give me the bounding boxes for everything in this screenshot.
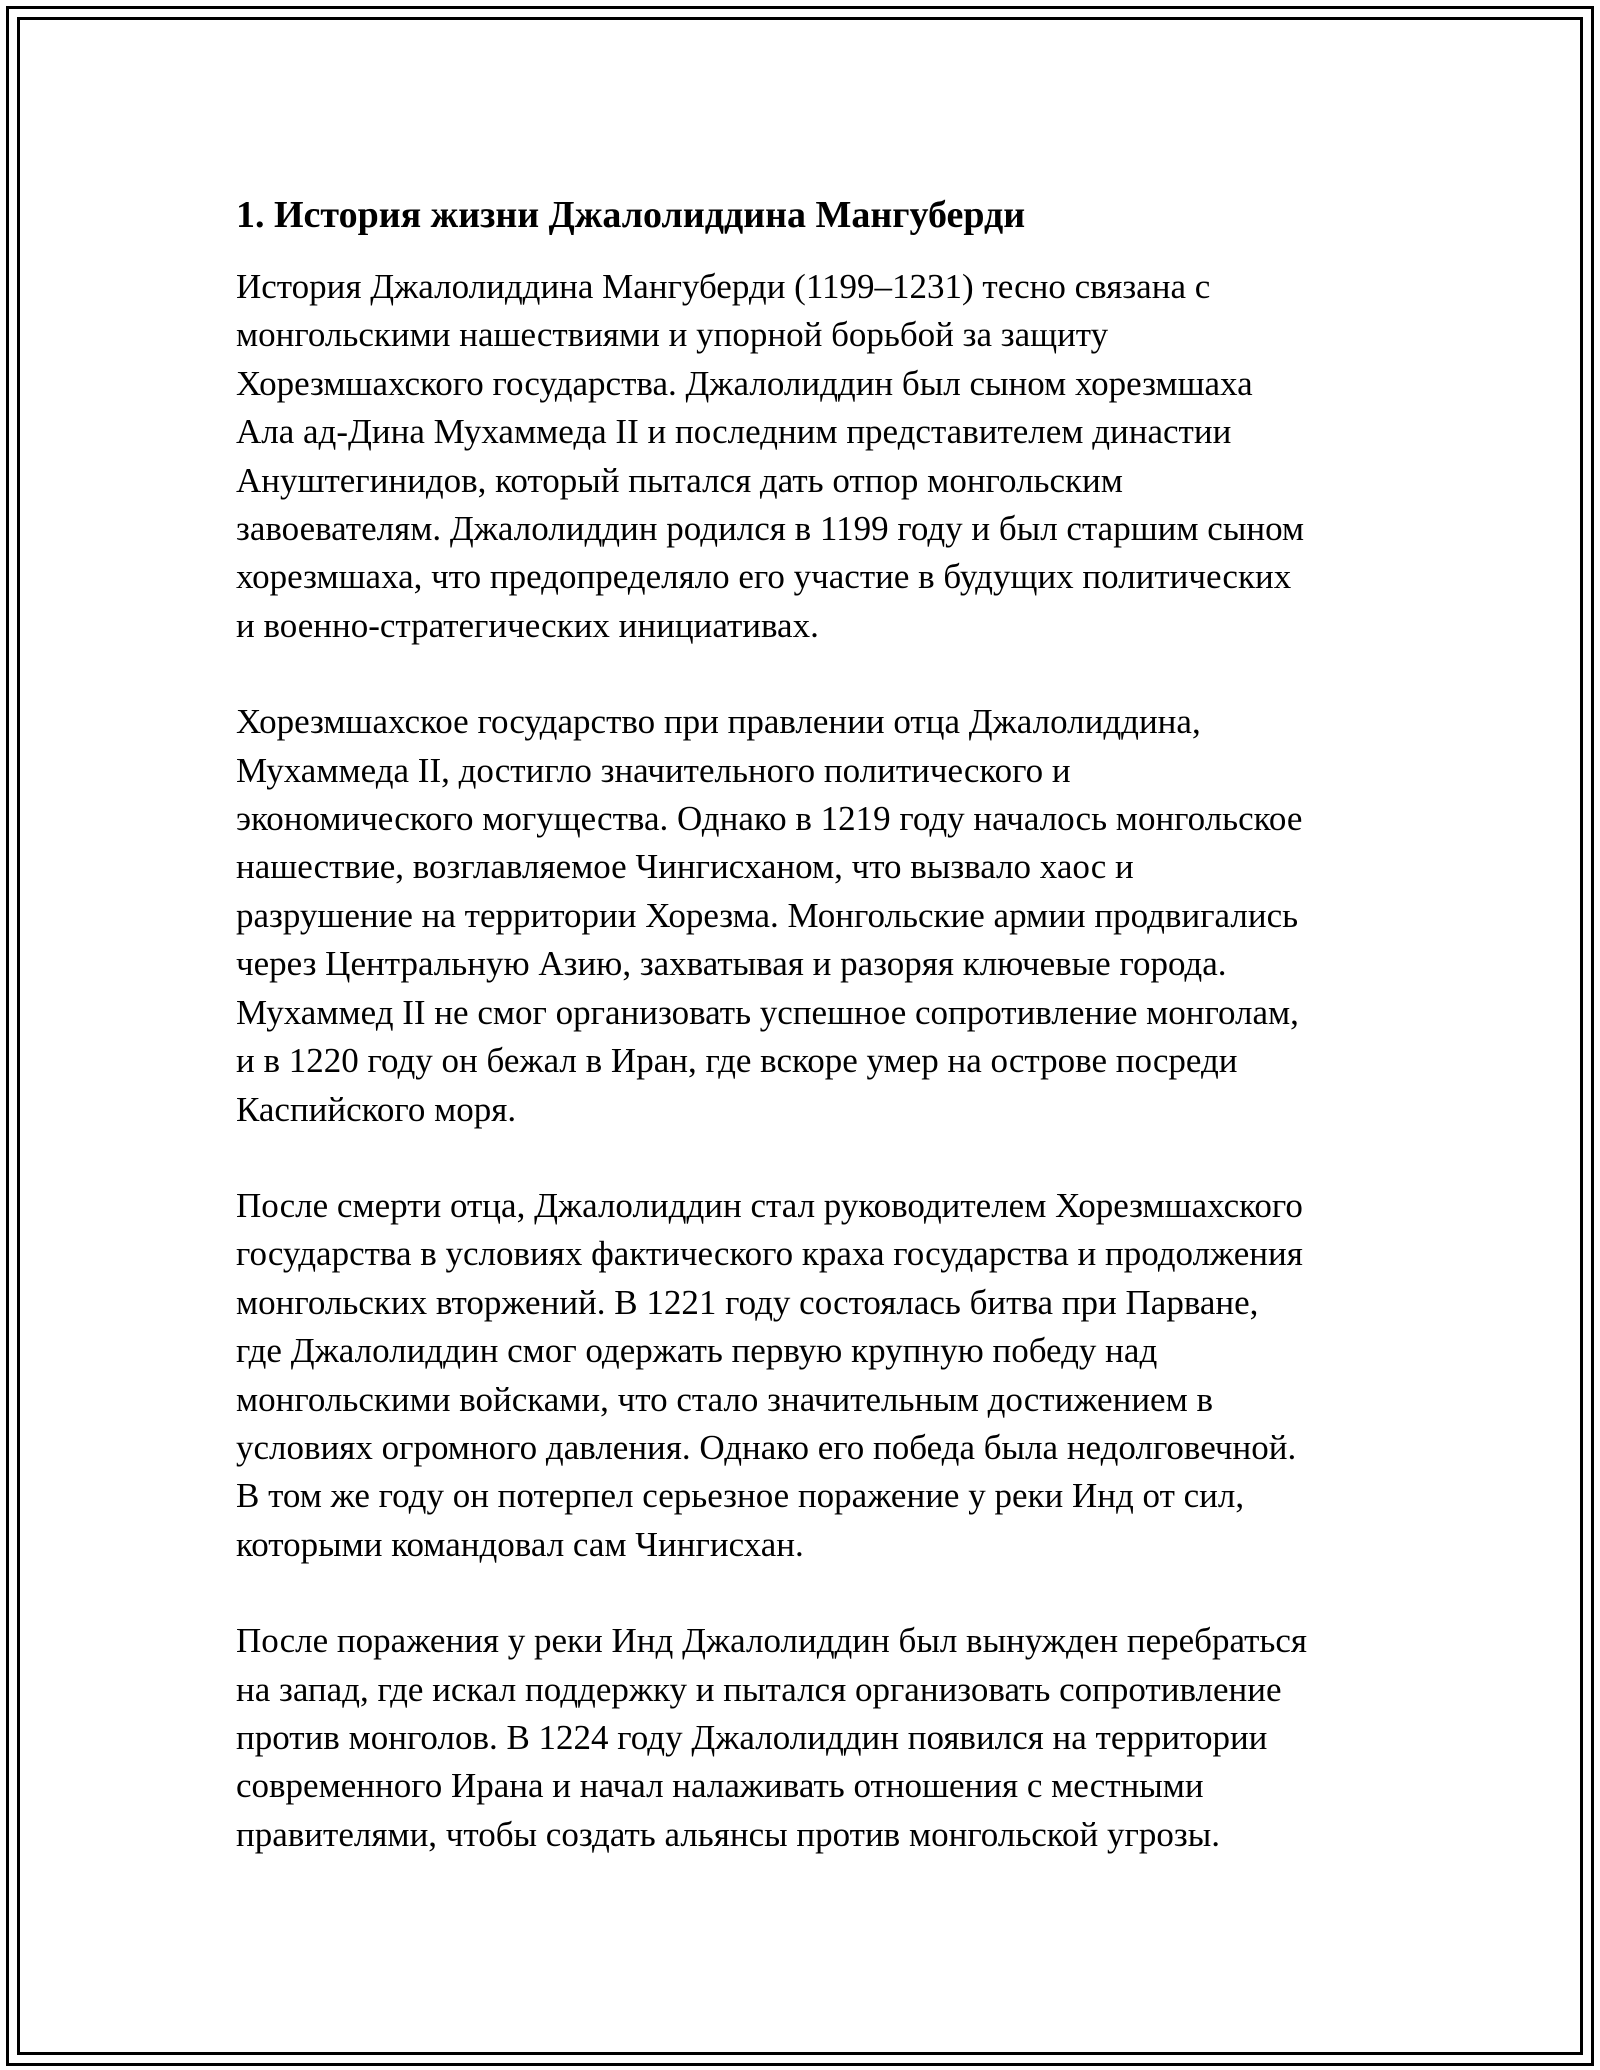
section-heading: 1. История жизни Джалолиддина Мангуберди — [236, 194, 1026, 236]
text-line: Мухаммеда II, достигло значительного политического и — [236, 750, 1071, 790]
paragraph-1 — [236, 263, 1376, 650]
text-line: против монголов. В 1224 году Джалолиддин появился на территории — [236, 1717, 1268, 1757]
text-line: Ала ад-Дина Мухаммеда II и последним представителем династии — [236, 412, 1232, 452]
text-line: монгольскими войсками, что стало значительным достижением в — [236, 1379, 1214, 1419]
text-line: государства в условиях фактического краха государства и продолжения — [236, 1234, 1303, 1274]
text-line: Мухаммед II не смог организовать успешное сопротивление монголам, — [236, 992, 1299, 1032]
text-line: В том же году он потерпел серьезное поражение у реки Инд от сил, — [236, 1476, 1245, 1516]
document-body — [236, 187, 1376, 1907]
text-line: монгольских вторжений. В 1221 году состоялась битва при Парване, — [236, 1282, 1259, 1322]
text-line: История Джалолиддина Мангуберди (1199–1231) тесно связана с — [236, 267, 1211, 306]
text-line: экономического могущества. Однако в 1219 году началось монгольское — [236, 799, 1303, 839]
text-line: на запад, где искал поддержку и пытался организовать сопротивление — [236, 1669, 1282, 1709]
text-line: После поражения у реки Инд Джалолиддин был вынужден перебраться — [236, 1621, 1308, 1661]
text-line: нашествие, возглавляемое Чингисханом, что вызвало хаос и — [236, 847, 1134, 887]
text-line: После смерти отца, Джалолиддин стал руководителем Хорезмшахского — [236, 1185, 1303, 1225]
text-line: которыми командовал сам Чингисхан. — [236, 1524, 804, 1564]
paragraph-3 — [236, 1182, 1376, 1569]
text-line: монгольскими нашествиями и упорной борьбой за защиту — [236, 315, 1109, 355]
text-line: Хорезмшахское государство при правлении отца Джалолиддина, — [236, 702, 1201, 742]
text-line: через Центральную Азию, захватывая и разоряя ключевые города. — [236, 944, 1227, 984]
text-line: современного Ирана и начал налаживать отношения с местными — [236, 1766, 1204, 1806]
text-line: хорезмшаха, что предопределяло его участие в будущих политических — [236, 557, 1292, 597]
text-line: правителями, чтобы создать альянсы против монгольской угрозы. — [236, 1814, 1220, 1854]
text-line: и в 1220 году он бежал в Иран, где вскоре умер на острове посреди — [236, 1041, 1238, 1081]
paragraph-4 — [236, 1617, 1376, 1859]
text-line: условиях огромного давления. Однако его победа была недолговечной. — [236, 1427, 1297, 1467]
text-line: завоевателям. Джалолиддин родился в 1199 году и был старшим сыном — [236, 509, 1305, 549]
text-line: Ануштегинидов, который пытался дать отпор монгольским — [236, 460, 1123, 500]
text-line: Хорезмшахского государства. Джалолиддин был сыном хорезмшаха — [236, 363, 1253, 403]
text-line: разрушение на территории Хорезма. Монгольские армии продвигались — [236, 895, 1299, 935]
text-line: Каспийского моря. — [236, 1089, 517, 1129]
text-line: где Джалолиддин смог одержать первую крупную победу над — [236, 1331, 1158, 1371]
paragraph-2 — [236, 698, 1376, 1134]
text-line: и военно-стратегических инициативах. — [236, 605, 819, 645]
